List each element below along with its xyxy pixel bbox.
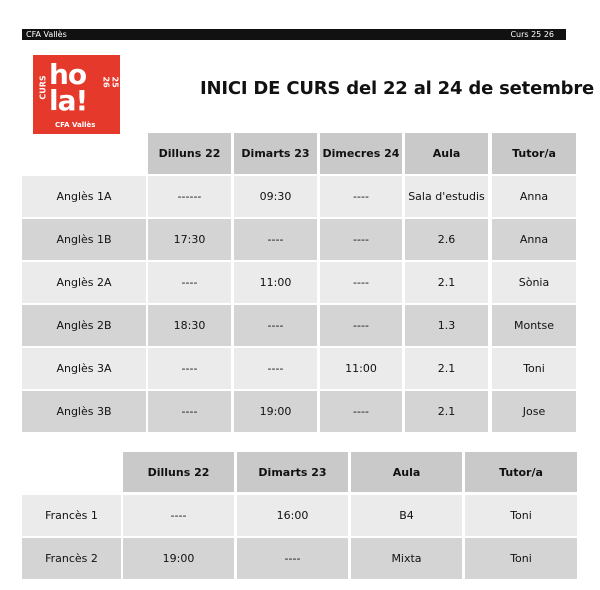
english-table-cell: Jose [492, 391, 576, 432]
french-column-header: Dilluns 22 [123, 452, 234, 492]
english-table-cell: ---- [320, 262, 402, 303]
english-table-cell: 19:00 [234, 391, 317, 432]
french-table-cell: ---- [237, 538, 348, 579]
english-table-cell: ---- [320, 305, 402, 346]
english-column-header: Dimecres 24 [320, 133, 402, 174]
french-table-cell: ---- [123, 495, 234, 536]
english-table-cell: ---- [148, 262, 231, 303]
french-column-header: Dimarts 23 [237, 452, 348, 492]
english-table-cell: 2.6 [405, 219, 488, 260]
french-column-header: Tutor/a [465, 452, 577, 492]
logo-year: 25 26 [101, 76, 120, 88]
english-table-cell: ---- [234, 219, 317, 260]
english-table-cell: ---- [320, 176, 402, 217]
english-table-cell: 2.1 [405, 262, 488, 303]
english-table-cell: ---- [234, 348, 317, 389]
english-table-cell: 18:30 [148, 305, 231, 346]
english-table-cell: Toni [492, 348, 576, 389]
french-row-label: Francès 1 [22, 495, 121, 536]
french-table-cell: Toni [465, 495, 577, 536]
english-table-cell: 11:00 [234, 262, 317, 303]
english-column-header: Dimarts 23 [234, 133, 317, 174]
english-row-label: Anglès 1B [22, 219, 146, 260]
english-row-label: Anglès 1A [22, 176, 146, 217]
curs-hola-logo [33, 55, 120, 134]
french-table-cell: Mixta [351, 538, 462, 579]
logo-curs: CURS [38, 75, 48, 100]
english-row-label: Anglès 2A [22, 262, 146, 303]
french-table-cell: Toni [465, 538, 577, 579]
french-column-header: Aula [351, 452, 462, 492]
org-name: CFA Vallès [26, 30, 67, 39]
french-table-cell: B4 [351, 495, 462, 536]
english-table-cell: ---- [148, 391, 231, 432]
french-table-cell: 19:00 [123, 538, 234, 579]
english-row-label: Anglès 3A [22, 348, 146, 389]
english-table-cell: 2.1 [405, 348, 488, 389]
course-label: Curs 25 26 [510, 30, 554, 39]
english-table-cell: Montse [492, 305, 576, 346]
english-table-cell: ---- [320, 391, 402, 432]
english-table-cell: 2.1 [405, 391, 488, 432]
english-table-cell: Anna [492, 219, 576, 260]
english-row-label: Anglès 3B [22, 391, 146, 432]
english-table-cell: 11:00 [320, 348, 402, 389]
english-table-cell: ------ [148, 176, 231, 217]
english-row-label: Anglès 2B [22, 305, 146, 346]
french-row-label: Francès 2 [22, 538, 121, 579]
page-title: INICI DE CURS del 22 al 24 de setembre [200, 78, 595, 99]
logo-org: CFA Vallès [55, 121, 96, 129]
english-table-cell: 1.3 [405, 305, 488, 346]
english-table-cell: ---- [320, 219, 402, 260]
english-table-cell: 17:30 [148, 219, 231, 260]
english-column-header: Aula [405, 133, 488, 174]
french-table-cell: 16:00 [237, 495, 348, 536]
english-table-cell: ---- [234, 305, 317, 346]
english-table-cell: ---- [148, 348, 231, 389]
logo-word-top: ho [49, 58, 87, 91]
logo-word-bottom: la! [49, 84, 88, 117]
english-column-header: Tutor/a [492, 133, 576, 174]
english-table-cell: Sala d'estudis [405, 176, 488, 217]
english-table-cell: Sònia [492, 262, 576, 303]
top-bar [22, 29, 566, 40]
english-table-cell: Anna [492, 176, 576, 217]
english-table-cell: 09:30 [234, 176, 317, 217]
english-column-header: Dilluns 22 [148, 133, 231, 174]
